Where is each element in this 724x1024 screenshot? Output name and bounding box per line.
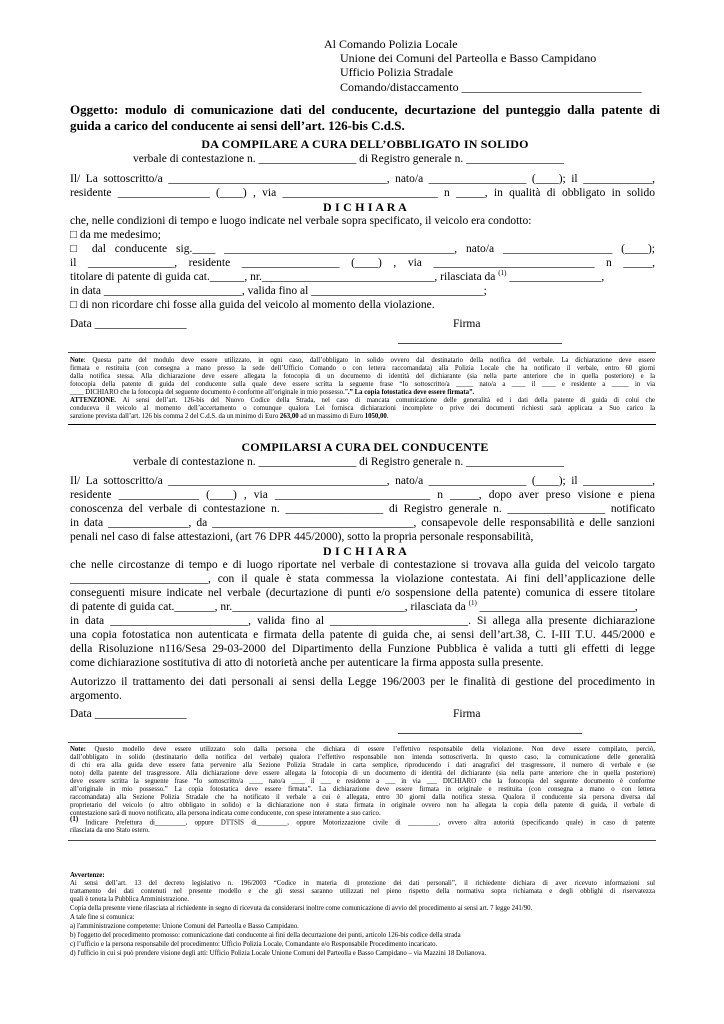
section-2-para-line-8: come dichiarazione sostitutiva di atto di notorietà anche per autenticare la firma apposta sulla presente. <box>70 657 544 669</box>
note-1-attention-line-2: conduceva il veicolo al momento dell’accertamento o comunque qualora Lei fornisca dichiarazioni incomplete o prive dei documenti richiesti sarà applicata a Suo carico la <box>70 405 655 412</box>
privacy-consent-line-2: argomento. <box>70 690 122 702</box>
warnings-line-2: trattamento dei dati contenuti nel presente modello e che gli stessi saranno utilizzati nel pieno rispetto della normativa sopra richiamata e degli obblighi di riservatezza <box>70 888 655 895</box>
section-1-signature-label: Firma <box>453 318 481 330</box>
section-2-para-line-3: conseguenti misure indicate nel verbale (decurtazione di punti e/o sospensione della patente) comunica di essere titolare <box>70 587 655 599</box>
section-1-verbale-line: verbale di contestazione n. _________________ di Registro generale n. _________________ <box>133 153 564 165</box>
section-1-line-8: in data ________________________, valida fino al ______________________________; <box>70 285 487 297</box>
section-2-para-line-1: che nelle circostanze di tempo e di luogo riportate nel verbale di contestazione si trovava alla guida del veicolo targato <box>70 559 655 571</box>
option-self-checkbox[interactable]: □ da me medesimo; <box>70 229 161 241</box>
section-2-dichiara: D I C H I A R A <box>322 544 408 558</box>
object-line-2: guida a carico del conducente ai sensi dell’art. 126-bis C.d.S. <box>70 118 405 133</box>
section-2-verbale-line: verbale di contestazione n. _________________ di Registro generale n. _________________ <box>133 456 564 468</box>
note-2-line-9: contestazione sarà di nuovo notificato, alla persona indicata come conducente, con spese interamente a suo carico. <box>70 810 381 817</box>
warnings-line-1: Ai sensi dell’art. 13 del decreto legislativo n. 196/2003 “Codice in materia di protezione dei dati personali”, il richiedente dichiara di aver ricevuto informazioni sul <box>70 880 655 887</box>
section-1-line-6: il _______________, residente _________________ (____) , via ____________________________ n _____, <box>70 257 655 269</box>
divider <box>68 840 656 841</box>
section-2-line-3: conoscenza del verbale di contestazione n. _________________ di Registro generale n. _________________ notificato <box>70 503 655 515</box>
note-2-line-2: dall’obbligato in solido (destinatario della notifica del verbale) qualora l’effettivo responsabile non intenda sottoscriverla. In questo caso, la comunicazione delle generalità <box>70 754 655 761</box>
section-2-line-4: in data ______________, da ___________________________________, consapevole delle responsabilità e delle sanzioni <box>70 517 655 529</box>
section-2-signature-line[interactable] <box>398 733 582 734</box>
section-2-para-line-6: una copia fotostatica non autenticata e firmata della patente di guida che, ai sensi dell’art.38, C. I-III T.U. 445/2000 e <box>70 629 655 641</box>
note-1-line-1: Note: Questa parte del modulo deve essere utilizzato, in ogni caso, dall’obbligato in solido ovvero dal destinatario della notifica del verbale. La dichiarazione deve essere <box>70 357 655 364</box>
section-2-title: COMPILARSI A CURA DEL CONDUCENTE <box>241 440 489 454</box>
receipt-note: Copia della presente viene rilasciata al richiedente in segno di ricevuta da considerarsi inoltre come comunicazione di avvio del procedimento ai sensi art. 7 legge 241/90. <box>70 905 533 912</box>
recipient-address-line-2: Unione dei Comuni del Parteolla e Basso Campidano <box>340 51 597 65</box>
warnings-title: Avvertenze: <box>70 872 105 879</box>
option-unknown-checkbox[interactable]: □ di non ricordare chi fosse alla guida del veicolo al momento della violazione. <box>70 299 435 311</box>
note-1-line-4: fotocopia della patente di guida del conducente sulla quale deve essere scritta la seguente frase “Io sottoscritto/a _____ nato/a a ____ il ____ e residente a _____ in via <box>70 381 655 388</box>
section-2-para-line-7: della Risoluzione n116/Sesa 29-03-2000 del Dipartimento della Funzione Pubblica è valida a tutti gli effetti di legge <box>70 643 655 655</box>
note-2-line-1: Note: Questo modello deve essere utilizzato solo dalla persona che dichiara di essere l’effettivo responsabile della violazione. Non deve essere compilato, perciò, <box>70 746 655 753</box>
section-2-line-5: penali nel caso di false attestazioni, (art 76 DPR 445/2000), sotto la propria personale responsabilità, <box>70 531 534 543</box>
section-1-line-7: titolare di patente di guida cat.______, nr.______________________________, rilasciata da $^{(1)}$ ________________, <box>70 269 605 283</box>
section-1-line-1: Il/ La sottoscritto/a ______________________________________, nato/a _________________ (____); il ____________, <box>70 173 655 185</box>
recipient-address-line-1: Al Comando Polizia Locale <box>324 37 458 51</box>
notice-item-c: c) l’ufficio e la persona responsabile del procedimento: Ufficio Polizia Locale, Comandante e/o Responsabile Procedimento incaricato. <box>70 941 438 948</box>
notice-item-a: a) l'amministrazione competente: Unione Comuni del Parteolla e Basso Campidano. <box>70 923 299 930</box>
note-2-line-6: all’originale in mio possesso.” La copia fotostatica deve essere firmata”. La dichiarazione deve essere firmata in originale e restituita (con consegna a mano o con lettera <box>70 786 655 793</box>
section-2-signature-label: Firma <box>453 708 481 720</box>
notice-item-b: b) l'oggetto del procedimento promosso: comunicazione dati conducente ai fini della decurtazione dei punti, articolo 126-bis codice della strada <box>70 932 461 939</box>
divider <box>68 352 656 353</box>
section-2-line-1: Il/ La sottoscritto/a ______________________________________, nato/a _________________ (____); il ____________, <box>70 475 655 487</box>
section-2-para-line-2: ________________________, con il quale è stata commessa la violazione contestata. Ai fini dell’applicazione delle <box>70 573 655 585</box>
section-2-para-line-5: in data ________________________, valida fino al ________________________. Si allega alla presente dichiarazione <box>70 615 655 627</box>
section-1-title: DA COMPILARE A CURA DELL’OBBLIGATO IN SOLIDO <box>201 137 529 151</box>
section-1-line-2: residente ________________ (____) , via ___________________________ n _____, in qualità di obbligato in solido <box>70 187 655 199</box>
option-driver-checkbox[interactable]: □ dal conducente sig.____ ________________________________________, nato/a ___________________ (____); <box>70 243 655 255</box>
note-1-attention-line-1: ATTENZIONE. Ai sensi dell’art. 126-bis del Nuovo Codice della Strada, nel caso di mancata comunicazione delle generalità ed i dati della patente di guida di colui che <box>70 397 655 404</box>
note-2-line-3: di chi era alla guida deve essere fatta pervenire alla Sezione Polizia Stradale in carta semplice, riproducendo i dati anagrafici del trasgressore, il numero di verbale e (se <box>70 762 655 769</box>
notice-intro: A tale fine si comunica: <box>70 914 135 921</box>
section-2-line-2: residente ______________ (____) , via ___________________________ n _____, dopo aver preso visione e piena <box>70 489 655 501</box>
warnings-line-3: quali è tenuta la Pubblica Amministrazione. <box>70 896 189 903</box>
note-2-line-4: noto) della patente del trasgressore. Alla dichiarazione deve essere allegata la fotocopia di un documento di identità del dichiarante (sia nella parte anteriore che in quella posteriore) <box>70 770 655 777</box>
note-1-line-2: firmata e restituita (con consegna a mano presso la sede dell’Ufficio Comando o con lettera raccomandata) alla Polizia Locale che ha notificato il verbale, entro 60 giorni <box>70 365 655 372</box>
object-line-1: Oggetto: modulo di comunicazione dati del conducente, decurtazione del punteggio dalla patente di <box>70 102 660 117</box>
section-2-date-field[interactable]: Data ________________ <box>70 708 187 720</box>
footnote-1-line-2: rilasciata da uno Stato estero. <box>70 827 150 834</box>
note-1-attention-line-3: sanzione prevista dall’art. 126 bis comma 2 del C.d.S. da un minimo di Euro 263,00 ad un massimo di Euro 1050,00. <box>70 413 389 420</box>
section-1-signature-line[interactable] <box>398 343 562 344</box>
note-2-line-8: proprietario del veicolo (o altro obbligato in solido) e la dichiarazione non è stata firmata in originale ovvero non ha allegata la copia della patente di guida, il verbale di <box>70 802 655 809</box>
section-1-line-3: che, nelle condizioni di tempo e luogo indicate nel verbale sopra specificato, il veicolo era condotto: <box>70 215 532 227</box>
recipient-address-line-4: Comando/distaccamento ______________________________ <box>340 80 642 94</box>
recipient-address-line-3: Ufficio Polizia Stradale <box>340 65 454 79</box>
section-1-date-field[interactable]: Data ________________ <box>70 318 187 330</box>
note-2-line-5: deve essere scritta la seguente frase “Io sottoscritto/a ____ nato/a ____ il ___ e residente a ___ in via ___ DICHIARO che la fotocopia del seguente documento è conforme <box>70 778 655 785</box>
section-divider <box>68 424 656 425</box>
note-1-line-5: ____ DICHIARO che la fotocopia del seguente documento è conforme all’originale in mio possesso.”.” La copia fotostatica deve essere firmata”. <box>70 389 475 396</box>
notice-item-d: d) l'ufficio in cui si può prendere visione degli atti: Ufficio Polizia Locale Unione Comuni del Parteolla e Basso Campidano – via Mazzini 18 Dolianova. <box>70 950 487 957</box>
privacy-consent-line-1: Autorizzo il trattamento dei dati personali ai sensi della Legge 196/2003 per le finalità di gestione del procedimento in <box>70 676 655 688</box>
divider <box>68 742 656 743</box>
section-1-dichiara: D I C H I A R A <box>322 200 408 214</box>
note-1-line-3: dalla notifica stessa. Alla dichiarazione deve essere allegata la fotocopia di un documento di identità del dichiarante (sia nella parte anteriore che in quella posteriore) e la <box>70 373 655 380</box>
footnote-1-line-1: $^{(1)}$ Indicare Prefettura di_________, oppure DTTSIS di_________, oppure Motorizzazione civile di _________, ovvero altra autorità (specificando quale) in caso di patente <box>70 815 655 827</box>
section-2-para-line-4: di patente di guida cat._______, nr.______________________________, rilasciata da $^{(1)}$ ___________________________, <box>70 599 638 613</box>
note-2-line-7: raccomandata) alla Sezione Polizia Stradale che ha notificato il verbale a cui è allegata, entro 30 giorni dalla notifica stessa. Qualora il conducente sia persona diversa dal <box>70 794 655 801</box>
